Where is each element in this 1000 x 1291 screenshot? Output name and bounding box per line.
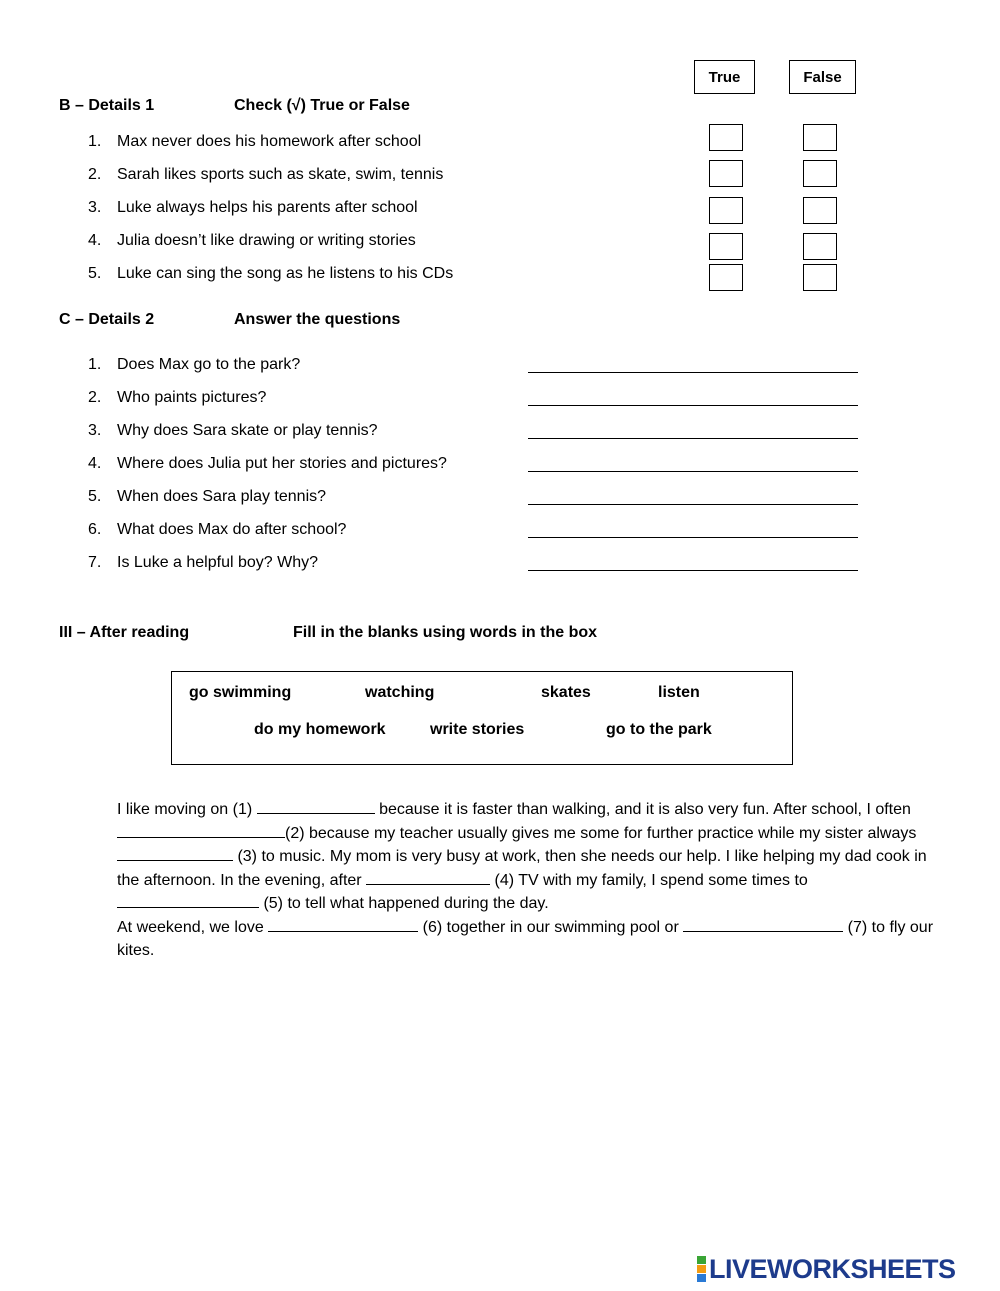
answer-line[interactable] bbox=[528, 570, 858, 571]
paragraph-text: (7) to fly our kites. bbox=[117, 918, 934, 959]
logo-cubes-icon bbox=[697, 1256, 706, 1282]
item-number: 1. bbox=[88, 133, 102, 150]
question-number: 5. bbox=[88, 488, 102, 505]
section-c-title: C – Details 2 bbox=[59, 311, 155, 328]
false-checkbox[interactable] bbox=[803, 160, 837, 187]
question-text: Where does Julia put her stories and pictures? bbox=[117, 455, 447, 472]
blank-1[interactable] bbox=[257, 799, 375, 814]
question-number: 2. bbox=[88, 389, 102, 406]
blank-4[interactable] bbox=[366, 870, 490, 885]
true-checkbox[interactable] bbox=[709, 264, 743, 291]
answer-line[interactable] bbox=[528, 504, 858, 505]
paragraph-text: (4) TV with my family, I spend some times to bbox=[494, 871, 808, 889]
paragraph-text: (3) to music. My mom is very busy at work, then she needs our help. I like helping my dad cook in the afternoon. In the evening, after bbox=[117, 848, 927, 889]
section-b-instruction: Check (√) True or False bbox=[234, 97, 410, 114]
answer-line[interactable] bbox=[528, 471, 858, 472]
word-option: watching bbox=[365, 684, 435, 701]
question-text: When does Sara play tennis? bbox=[117, 488, 327, 505]
statement-text: Julia doesn’t like drawing or writing stories bbox=[117, 232, 416, 249]
section-c-instruction: Answer the questions bbox=[234, 311, 401, 328]
false-checkbox[interactable] bbox=[803, 124, 837, 151]
blank-2[interactable] bbox=[117, 823, 285, 838]
blank-3[interactable] bbox=[117, 846, 233, 861]
paragraph-text: (2) because my teacher usually gives me some for further practice while my sister always bbox=[285, 824, 917, 842]
word-box bbox=[171, 671, 793, 765]
question-text: Why does Sara skate or play tennis? bbox=[117, 422, 378, 439]
question-number: 3. bbox=[88, 422, 102, 439]
answer-line[interactable] bbox=[528, 405, 858, 406]
false-column-header: False bbox=[789, 60, 856, 94]
logo-text: LIVEWORKSHEETS bbox=[709, 1253, 956, 1284]
paragraph-text: (5) to tell what happened during the day. bbox=[263, 895, 549, 912]
word-option: go to the park bbox=[606, 721, 712, 738]
paragraph-text: because it is faster than walking, and it is also very fun. After school, I often bbox=[379, 801, 911, 818]
true-checkbox[interactable] bbox=[709, 160, 743, 187]
fill-in-paragraph bbox=[117, 798, 947, 963]
statement-text: Luke always helps his parents after school bbox=[117, 199, 418, 216]
answer-line[interactable] bbox=[528, 438, 858, 439]
statement-text: Sarah likes sports such as skate, swim, tennis bbox=[117, 166, 444, 183]
answer-line[interactable] bbox=[528, 372, 858, 373]
false-checkbox[interactable] bbox=[803, 197, 837, 224]
blank-5[interactable] bbox=[117, 893, 259, 908]
paragraph-text: I like moving on (1) bbox=[117, 801, 253, 818]
false-checkbox[interactable] bbox=[803, 264, 837, 291]
false-checkbox[interactable] bbox=[803, 233, 837, 260]
word-option: do my homework bbox=[254, 721, 386, 738]
word-option: write stories bbox=[430, 721, 525, 738]
item-number: 5. bbox=[88, 265, 102, 282]
statement-text: Luke can sing the song as he listens to his CDs bbox=[117, 265, 454, 282]
item-number: 2. bbox=[88, 166, 102, 183]
question-text: Who paints pictures? bbox=[117, 389, 267, 406]
section-iii-title: III – After reading bbox=[59, 624, 190, 641]
item-number: 4. bbox=[88, 232, 102, 249]
question-number: 6. bbox=[88, 521, 102, 538]
word-option: skates bbox=[541, 684, 591, 701]
question-text: Does Max go to the park? bbox=[117, 356, 301, 373]
section-b-title: B – Details 1 bbox=[59, 97, 155, 114]
true-checkbox[interactable] bbox=[709, 197, 743, 224]
paragraph-text: At weekend, we love bbox=[117, 918, 264, 936]
item-number: 3. bbox=[88, 199, 102, 216]
answer-line[interactable] bbox=[528, 537, 858, 538]
section-iii-instruction: Fill in the blanks using words in the box bbox=[293, 624, 598, 641]
word-option: go swimming bbox=[189, 684, 292, 701]
liveworksheets-logo bbox=[697, 1254, 956, 1284]
question-number: 4. bbox=[88, 455, 102, 472]
blank-6[interactable] bbox=[268, 917, 418, 932]
question-text: What does Max do after school? bbox=[117, 521, 347, 538]
true-column-header: True bbox=[694, 60, 755, 94]
true-checkbox[interactable] bbox=[709, 233, 743, 260]
question-number: 1. bbox=[88, 356, 102, 373]
question-text: Is Luke a helpful boy? Why? bbox=[117, 554, 319, 571]
word-option: listen bbox=[658, 684, 700, 701]
statement-text: Max never does his homework after school bbox=[117, 133, 422, 150]
question-number: 7. bbox=[88, 554, 102, 571]
blank-7[interactable] bbox=[683, 917, 843, 932]
paragraph-text: (6) together in our swimming pool or bbox=[422, 918, 679, 936]
true-checkbox[interactable] bbox=[709, 124, 743, 151]
